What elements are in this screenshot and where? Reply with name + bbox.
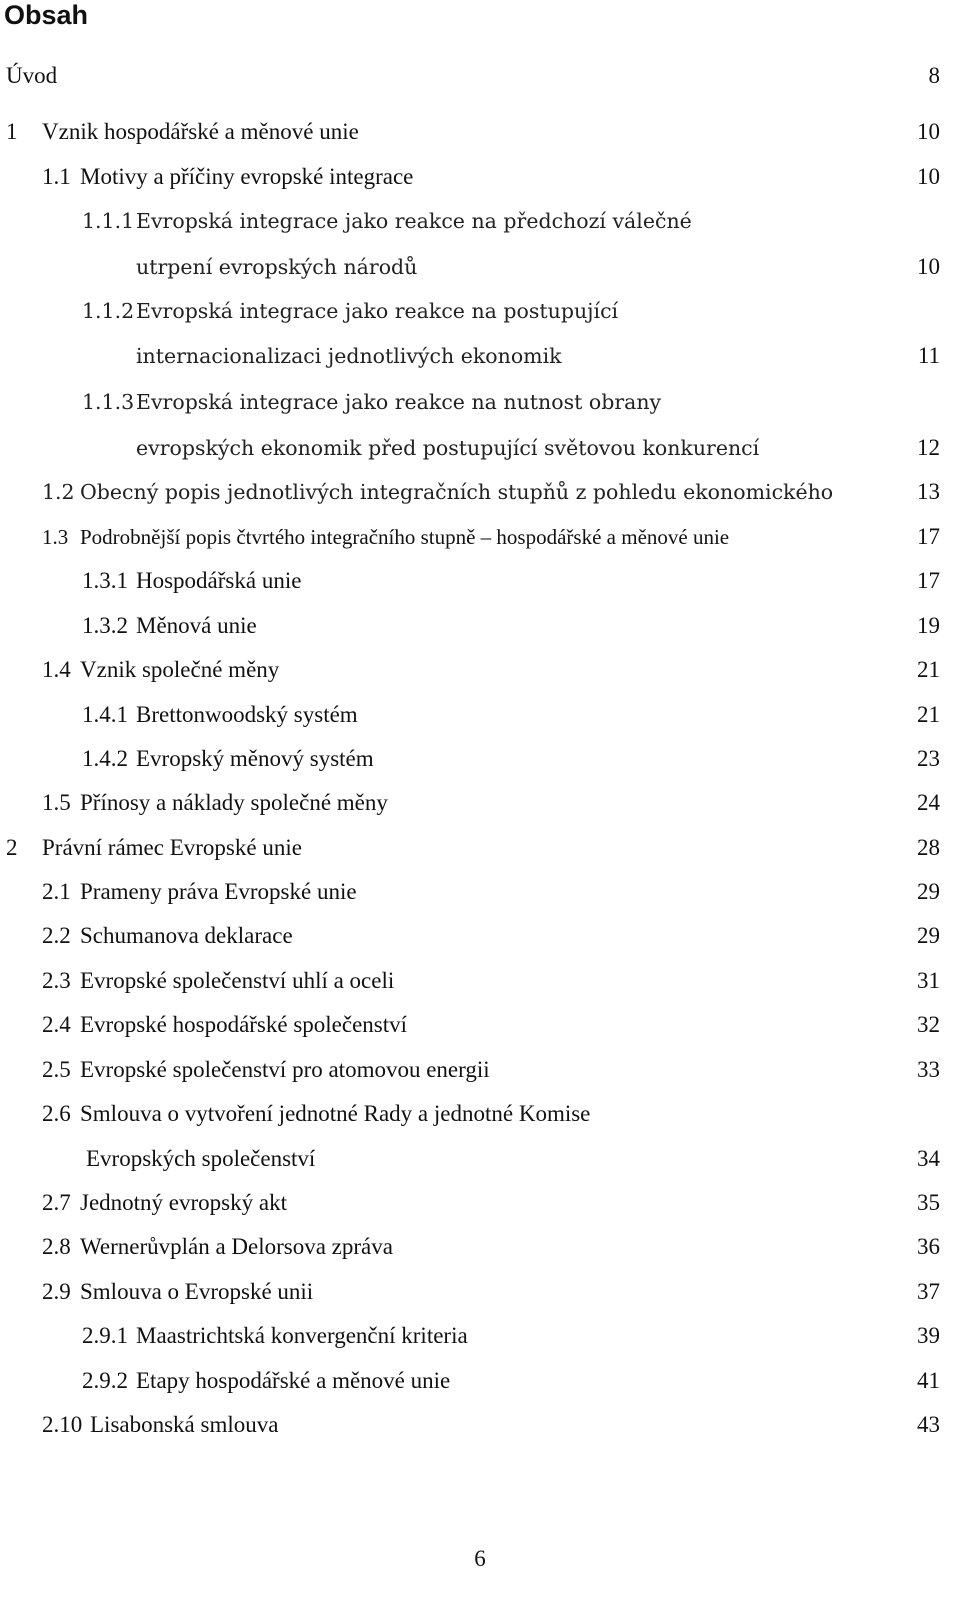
toc-entry-title: Evropská integrace jako reakce na nutnost obrany [136,390,662,414]
toc-entry-title: Evropské společenství uhlí a oceli [80,968,395,993]
toc-entry-title: Přínosy a náklady společné měny [80,790,388,815]
toc-entry-title: Smlouva o vytvoření jednotné Rady a jednotné Komise [80,1101,591,1126]
toc-entry-title-continued: evropských ekonomik před postupující světovou konkurencí [136,436,760,460]
toc-entry-number: 1.4.1 [82,702,128,727]
toc-entry-number: 2.9.1 [82,1323,128,1348]
toc-entry-number: 1.2 [42,480,75,504]
toc-page-number: 29 [917,879,940,904]
toc-page-number: 10 [917,164,940,189]
toc-page-number: 39 [917,1323,940,1348]
toc-entry-number: 1.4.2 [82,746,128,771]
toc-page-number: 33 [917,1057,940,1082]
toc-page-number: 29 [917,923,940,948]
toc-entry-number: 1.3 [42,525,69,549]
toc-entry-title: Brettonwoodský systém [136,702,358,727]
toc-page-number: 10 [917,254,940,279]
toc-entry-number: 1.1.1 [82,209,135,233]
toc-entry-number: 1.4 [42,657,71,682]
toc-entry-title: Evropská integrace jako reakce na postupující [136,299,619,323]
toc-entry-number: 2.1 [42,879,71,904]
toc-entry-title: Motivy a příčiny evropské integrace [80,164,414,189]
toc-entry-title: Právní rámec Evropské unie [42,835,302,860]
toc-entry-number: 1.1 [42,164,71,189]
toc-entry-title-continued: utrpení evropských národů [136,255,418,279]
toc-page-number: 23 [917,746,940,771]
toc-page-number: 31 [917,968,940,993]
toc-entry-title: Smlouva o Evropské unii [80,1279,314,1304]
toc-page-number: 37 [917,1279,940,1304]
toc-entry-number: 2.5 [42,1057,71,1082]
toc-page-number: 36 [917,1234,940,1259]
toc-entry-number: 2.2 [42,923,71,948]
toc-entry-title: Wernerůvplán a Delorsova zpráva [80,1234,393,1259]
toc-page-number: 13 [917,479,940,504]
toc-entry-title: Prameny práva Evropské unie [80,879,357,904]
toc-entry-title-continued: internacionalizaci jednotlivých ekonomik [136,344,562,368]
toc-page-number: 35 [917,1190,940,1215]
toc-entry-number: 1.3.2 [82,613,128,638]
toc-entry-title: Evropská integrace jako reakce na předchozí válečné [136,209,692,233]
toc-page-number: 10 [917,119,940,144]
toc-entry-number: 1.1.3 [82,390,135,414]
toc-entry-number: 2.3 [42,968,71,993]
toc-page-number: 24 [917,790,940,815]
toc-page-number: 43 [917,1412,940,1437]
toc-entry-number: 2.9 [42,1279,71,1304]
toc-entry-number: 2.9.2 [82,1368,128,1393]
toc-entry-number: 2.8 [42,1234,71,1259]
toc-entry-title-continued: Evropských společenství [86,1146,316,1171]
toc-page-number: 28 [917,835,940,860]
toc-entry-title: Etapy hospodářské a měnové unie [136,1368,451,1393]
toc-entry-number: 2.10 [42,1412,83,1437]
toc-page-number: 17 [917,568,940,593]
toc-entry-title: Podrobnější popis čtvrtého integračního stupně – hospodářské a měnové unie [80,525,730,549]
toc-entry-number: 1.1.2 [82,299,135,323]
toc-entry-title: Lisabonská smlouva [90,1412,279,1437]
toc-page-number: 11 [917,343,940,368]
toc-page-number: 41 [917,1368,940,1393]
toc-entry-title: Vznik hospodářské a měnové unie [42,119,359,144]
toc-entry-number: 2.4 [42,1012,71,1037]
toc-entry-title: Vznik společné měny [80,657,280,682]
toc-page-number: 34 [917,1146,940,1171]
toc-entry-title: Jednotný evropský akt [80,1190,287,1215]
footer-page-number: 6 [474,1546,486,1571]
toc-entry-title: Evropský měnový systém [136,746,374,771]
toc-entry-title: Evropské společenství pro atomovou energii [80,1057,490,1082]
toc-entry-number: 2.6 [42,1101,71,1126]
page-title: Obsah [4,0,89,30]
toc-page-number: 8 [928,63,940,88]
toc-entry-number: 1.3.1 [82,568,128,593]
toc-entry-number: 2.7 [42,1190,71,1215]
toc-entry-title: Úvod [6,63,58,88]
toc-entry-title: Hospodářská unie [136,568,302,593]
toc-page-number: 32 [917,1012,940,1037]
toc-page-number: 21 [917,702,940,727]
toc-entry-title: Obecný popis jednotlivých integračních stupňů z pohledu ekonomického [80,480,834,504]
toc-entry-title: Maastrichtská konvergenční kriteria [136,1323,468,1348]
toc-page-number: 12 [917,435,940,460]
toc-entry-title: Evropské hospodářské společenství [80,1012,408,1037]
toc-entry-number: 2 [6,835,18,860]
toc-entry-title: Schumanova deklarace [80,923,293,948]
toc-entry-number: 1 [6,119,18,144]
toc-entry-title: Měnová unie [136,613,257,638]
toc-page-number: 17 [917,524,940,549]
toc-page-number: 21 [917,657,940,682]
toc-entry-number: 1.5 [42,790,71,815]
toc-page-number: 19 [917,613,940,638]
